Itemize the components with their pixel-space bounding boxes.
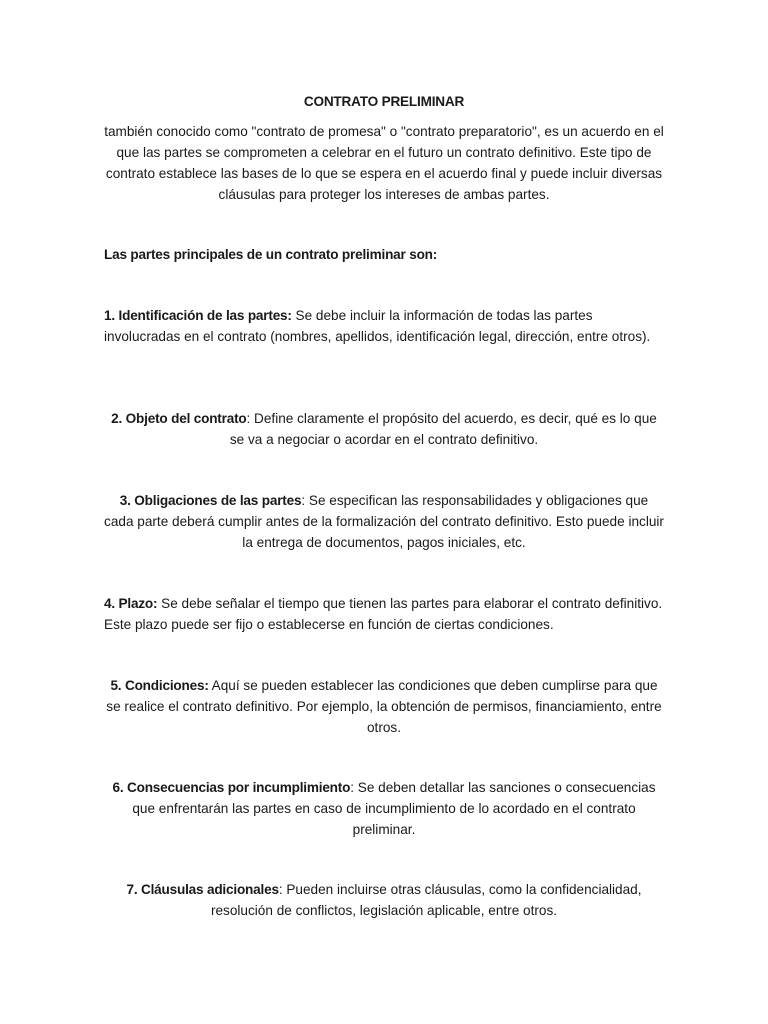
list-item-text: : Pueden incluirse otras cláusulas, como la confidencialidad, resolución de conflictos, legislación aplicable, entre otros. [210, 882, 642, 918]
list-item-text: Aquí se pueden establecer las condiciones que deben cumplirse para que se realice el contrato definitivo. Por ejemplo, la obtención de permisos, financiamiento, entre otros. [106, 678, 662, 735]
list-item-lead: 5. Condiciones: [110, 678, 209, 693]
list-item-text: : Define claramente el propósito del acuerdo, es decir, qué es lo que se va a negociar o acordar en el contrato definitivo. [229, 411, 657, 447]
list-item-condiciones [104, 675, 664, 738]
list-item-lead: 3. Obligaciones de las partes [119, 493, 302, 508]
list-item-plazo [104, 593, 664, 635]
list-item-identificacion [104, 305, 664, 347]
section-heading: Las partes principales de un contrato preliminar son: [104, 247, 438, 262]
list-item-text: : Se deben detallar las sanciones o consecuencias que enfrentarán las partes en caso de incumplimiento de lo acordado en el contrato preliminar. [132, 780, 656, 837]
list-item-lead: 4. Plazo: [104, 596, 158, 611]
list-item-objeto [104, 408, 664, 450]
list-item-text: Se debe señalar el tiempo que tienen las partes para elaborar el contrato definitivo. Este plazo puede ser fijo o establecerse en función de ciertas condiciones. [104, 596, 663, 632]
list-item-clausulas [104, 879, 664, 921]
list-item-text: Se debe incluir la información de todas las partes involucradas en el contrato (nombres, apellidos, identificación legal, dirección, entre otros). [104, 308, 651, 344]
list-item-obligaciones [104, 490, 664, 553]
document-title: CONTRATO PRELIMINAR [303, 94, 465, 109]
list-item-lead: 1. Identificación de las partes: [104, 308, 292, 323]
list-item-lead: 6. Consecuencias por incumplimiento [112, 780, 351, 795]
list-item-consecuencias [104, 777, 664, 840]
list-item-lead: 7. Cláusulas adicionales [126, 882, 279, 897]
list-item-lead: 2. Objeto del contrato [111, 411, 247, 426]
intro-paragraph: también conocido como "contrato de promesa" o "contrato preparatorio", es un acuerdo en el que las partes se comprometen a celebrar en el futuro un contrato definitivo. Este tipo de contrato establece las bases de lo que se espera en el acuerdo final y puede incluir diversas cláusulas para proteger los intereses de ambas partes. [104, 124, 664, 202]
list-item-text: : Se especifican las responsabilidades y obligaciones que cada parte deberá cumplir antes de la formalización del contrato definitivo. Esto puede incluir la entrega de documentos, pagos iniciales, etc. [104, 493, 664, 550]
